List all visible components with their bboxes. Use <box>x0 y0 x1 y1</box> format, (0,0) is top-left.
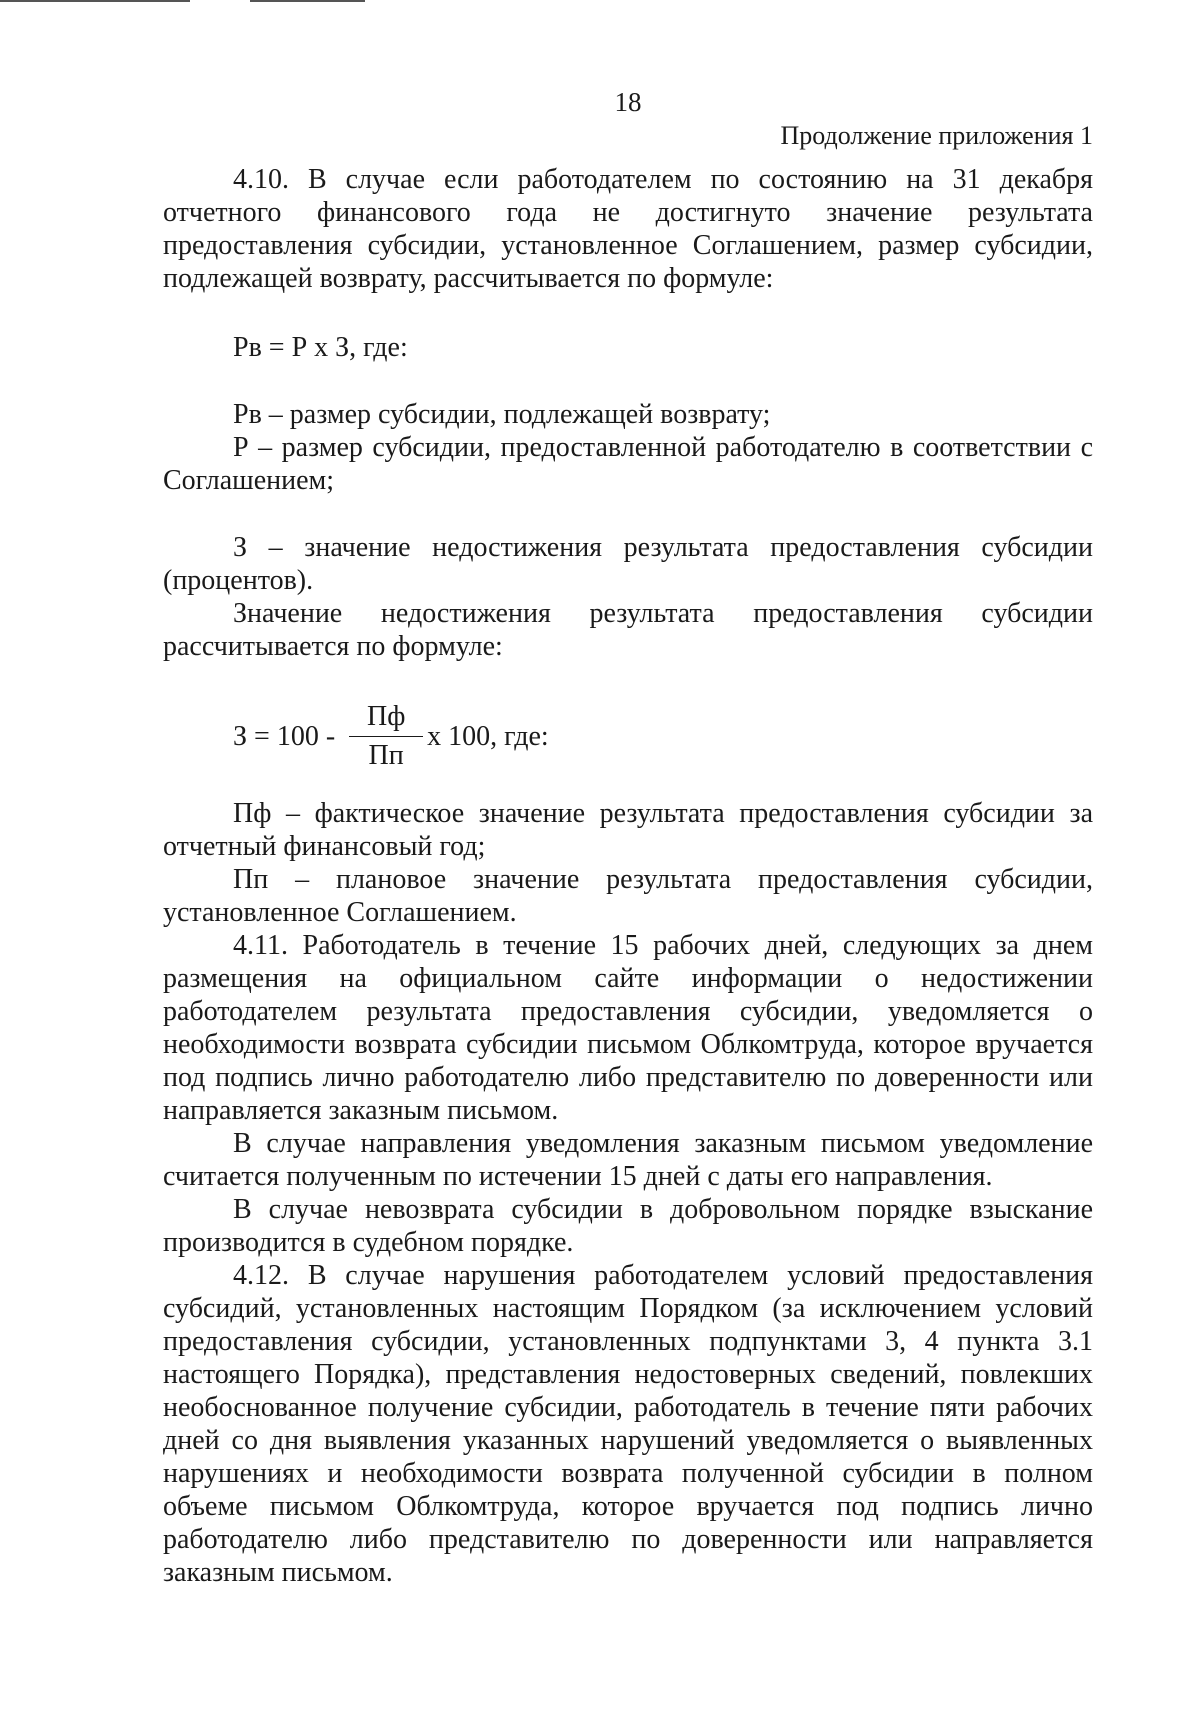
paragraph-notice: В случае направления уведомления заказным письмом уведомление считается полученным по истечении 15 дней с даты его направления. <box>163 1128 1093 1192</box>
scan-edge-line <box>0 0 190 2</box>
definition-pf: Пф – фактическое значение результата предоставления субсидии за отчетный финансовый год; <box>163 798 1093 862</box>
formula-lhs: З = 100 - <box>233 720 336 752</box>
page-number: 18 <box>614 87 642 117</box>
scan-edge-line <box>250 0 365 2</box>
fraction-denominator: Пп <box>368 739 404 771</box>
paragraph-4-12: 4.12. В случае нарушения работодателем условий предоставления субсидий, установленных настоящим Порядком (за исключением условий предоставления субсидии, установленных подпунктами 3, 4 пункта 3.1 настоящего Порядка), представления недостоверных сведений, повлекших необоснованное получение субсидии, работодатель в течение пяти рабочих дней со дня выявления указанных нарушений уведомляется о выявленных нарушениях и необходимости возврата полученной субсидии в полном объеме письмом Облкомтруда, которое вручается под подпись лично работодателю либо представителю по доверенности или направляется заказным письмом. <box>163 1260 1093 1588</box>
formula-rhs: х 100, где: <box>427 720 549 752</box>
paragraph-z-calc: Значение недостижения результата предоставления субсидии рассчитывается по формуле: <box>163 598 1093 662</box>
paragraph-4-10: 4.10. В случае если работодателем по состоянию на 31 декабря отчетного финансового года не достигнуто значение результата предоставления субсидии, установленное Соглашением, размер субсидии, подлежащей возврату, рассчитывается по формуле: <box>163 164 1093 294</box>
appendix-note: Продолжение приложения 1 <box>780 121 1093 150</box>
formula-refund: Рв = Р х З, где: <box>233 332 408 363</box>
definition-z: З – значение недостижения результата предоставления субсидии (процентов). <box>163 532 1093 596</box>
formula-fraction <box>349 702 423 771</box>
formula-shortfall <box>163 681 1093 791</box>
document-page <box>163 86 1093 1589</box>
fraction-numerator: Пф <box>366 700 406 732</box>
paragraph-court: В случае невозврата субсидии в добровольном порядке взыскание производится в судебном порядке. <box>163 1194 1093 1258</box>
definition-pp: Пп – плановое значение результата предоставления субсидии, установленное Соглашением. <box>163 864 1093 928</box>
paragraph-4-11: 4.11. Работодатель в течение 15 рабочих дней, следующих за днем размещения на официальном сайте информации о недостижении работодателем результата предоставления субсидии, уведомляется о необходимости возврата субсидии письмом Облкомтруда, которое вручается под подпись лично работодателю либо представителю по доверенности или направляется заказным письмом. <box>163 930 1093 1126</box>
definition-r: Р – размер субсидии, предоставленной работодателю в соответствии с Соглашением; <box>163 432 1093 496</box>
definition-rv: Рв – размер субсидии, подлежащей возврату; <box>233 399 771 430</box>
